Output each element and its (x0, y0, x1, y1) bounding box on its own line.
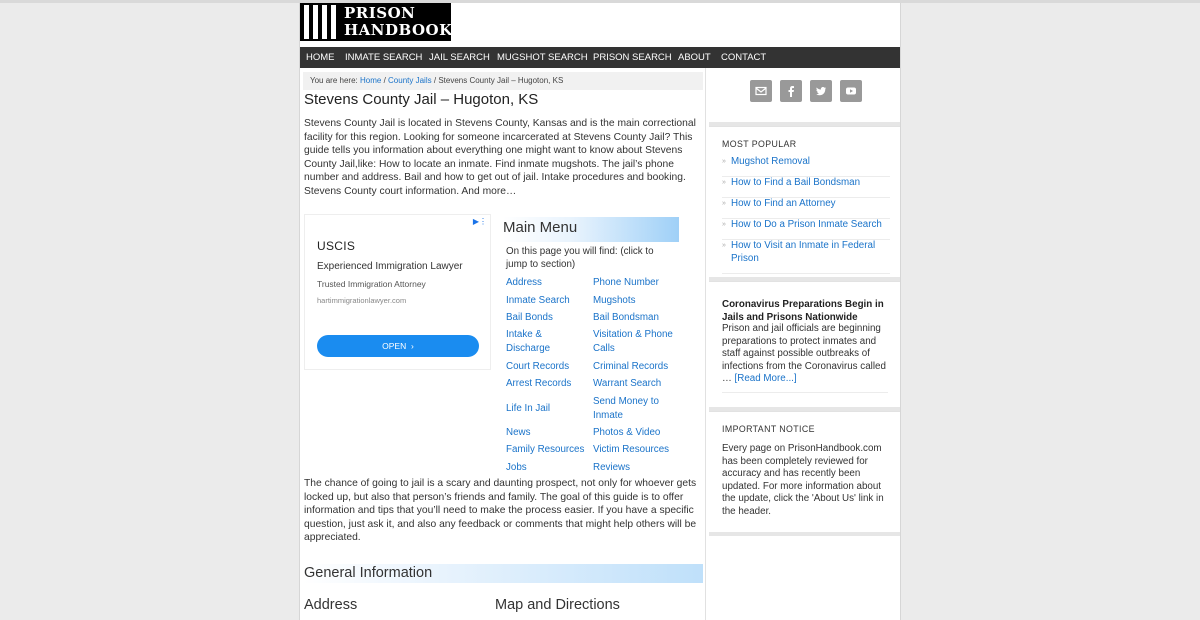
main-nav (300, 47, 900, 68)
menu-link[interactable]: Send Money to Inmate (593, 396, 659, 421)
site-logo[interactable] (300, 3, 451, 41)
general-info-title: General Information (304, 565, 433, 581)
news-excerpt (722, 323, 892, 386)
news-box (709, 281, 900, 411)
breadcrumb (303, 72, 703, 90)
menu-link[interactable]: Arrest Records (506, 378, 572, 389)
popular-link[interactable] (722, 177, 890, 198)
menu-link[interactable]: Inmate Search (506, 295, 570, 306)
menu-link[interactable]: News (506, 427, 531, 438)
nav-mugshot-search[interactable]: MUGSHOT SEARCH (497, 52, 588, 63)
nav-home[interactable]: HOME (306, 52, 335, 63)
breadcrumb-county-jails[interactable]: County Jails (388, 76, 432, 85)
ad-brand: USCIS (317, 239, 356, 253)
popular-link[interactable] (722, 240, 890, 274)
main-menu-intro: On this page you will find: (click to jump to section) (506, 246, 654, 271)
ad-headline[interactable]: Experienced Immigration Lawyer (317, 261, 463, 272)
menu-link[interactable]: Family Resources (506, 444, 585, 455)
menu-link[interactable]: Court Records (506, 361, 570, 372)
nav-jail-search[interactable]: JAIL SEARCH (429, 52, 490, 63)
logo-bars-icon (304, 5, 338, 39)
menu-link[interactable]: Victim Resources (593, 444, 670, 455)
menu-link[interactable]: Jobs (506, 462, 527, 473)
nav-prison-search[interactable]: PRISON SEARCH (593, 52, 672, 63)
page-wrapper (299, 3, 901, 620)
breadcrumb-current: Stevens County Jail – Hugoton, KS (438, 76, 564, 85)
popular-link-label[interactable]: How to Find an Attorney (731, 198, 836, 209)
nav-inmate-search[interactable]: INMATE SEARCH (345, 52, 423, 63)
sidebar (708, 68, 900, 620)
divider (722, 392, 888, 393)
menu-link[interactable]: Mugshots (593, 295, 636, 306)
breadcrumb-separator: / (433, 76, 437, 85)
menu-link[interactable]: Bail Bonds (506, 312, 553, 323)
chevron-right-icon: › (408, 341, 414, 351)
news-title[interactable]: Coronavirus Preparations Begin in Jails and Prisons Nationwide (722, 299, 884, 323)
ad-choices-icon[interactable]: ▶⋮ (472, 217, 487, 226)
page-title: Stevens County Jail – Hugoton, KS (304, 91, 539, 108)
ad-subtitle: Trusted Immigration Attorney (317, 279, 426, 289)
menu-link[interactable]: Reviews (593, 462, 631, 473)
popular-link-label[interactable]: Mugshot Removal (731, 156, 810, 167)
popular-link-label[interactable]: How to Find a Bail Bondsman (731, 177, 861, 188)
popular-link[interactable] (722, 219, 890, 240)
intro-paragraph: Stevens County Jail is located in Stevens County, Kansas and is the main correctional facility for this region. Looking for someone incarcerated at Stevens County Jail? This guide tells you information about everything one might want to know about Stevens County Jail,like: How to locate an inmate. Find inmate mugshots. The jail’s phone number and address. Bail and how to get out of jail. Intake procedures and booking. Stevens County court information. And more… (304, 118, 696, 197)
ad-open-button[interactable] (317, 335, 479, 357)
menu-link[interactable]: Bail Bondsman (593, 312, 659, 323)
menu-link[interactable]: Phone Number (593, 277, 659, 288)
main-content (300, 68, 706, 620)
menu-link[interactable]: Criminal Records (593, 361, 669, 372)
advertisement[interactable] (304, 214, 491, 370)
most-popular-heading: MOST POPULAR (722, 139, 797, 149)
general-info-header (303, 564, 703, 583)
guide-paragraph: The chance of going to jail is a scary and daunting prospect, not only for whoever gets locked up, but also that person’s friends and family. The goal of this guide is to offer information and tips that you’ll need to make the process easier. If you have a specific question, just ask it, and also any feedback or comments that might help others will be appreciated. (304, 478, 697, 544)
notice-body: Every page on PrisonHandbook.com has been completely reviewed for accuracy and has recently been updated. For more information about the update, click the 'About Us' link in the header. (722, 443, 884, 517)
nav-contact[interactable]: CONTACT (721, 52, 767, 63)
menu-link[interactable]: Intake & Discharge (506, 329, 551, 354)
popular-link-label[interactable]: How to Visit an Inmate in Federal Prison (731, 240, 876, 264)
breadcrumb-prefix: You are here: (310, 76, 358, 85)
breadcrumb-separator: / (383, 76, 386, 85)
ad-open-label: OPEN (382, 341, 407, 351)
bullet-icon: » (722, 179, 726, 186)
bullet-icon: » (722, 242, 726, 249)
logo-line2: HANDBOOK (344, 21, 453, 39)
menu-link[interactable]: Visitation & Phone Calls (593, 329, 673, 354)
popular-link[interactable] (722, 198, 890, 219)
popular-link[interactable] (722, 156, 890, 177)
nav-about[interactable]: ABOUT (678, 52, 711, 63)
notice-heading: IMPORTANT NOTICE (722, 424, 815, 434)
twitter-icon[interactable] (810, 80, 832, 102)
logo-line1: PRISON (344, 4, 416, 22)
bullet-icon: » (722, 158, 726, 165)
menu-link[interactable]: Life In Jail (506, 403, 551, 414)
menu-link[interactable]: Photos & Video (593, 427, 661, 438)
breadcrumb-home[interactable]: Home (359, 76, 382, 85)
youtube-icon[interactable] (840, 80, 862, 102)
main-menu-title: Main Menu (503, 219, 578, 236)
popular-link-label[interactable]: How to Do a Prison Inmate Search (731, 219, 882, 230)
read-more-link[interactable]: [Read More...] (734, 373, 797, 384)
address-heading: Address (304, 597, 358, 613)
facebook-icon[interactable] (780, 80, 802, 102)
menu-link[interactable]: Warrant Search (593, 378, 662, 389)
map-heading: Map and Directions (495, 597, 620, 613)
bullet-icon: » (722, 200, 726, 207)
most-popular-box (709, 126, 900, 281)
news-body-text: Prison and jail officials are beginning preparations to protect inmates and staff against possible outbreaks of infections from the Coronavirus called … (722, 323, 886, 384)
main-menu-header (503, 217, 679, 242)
email-icon[interactable] (750, 80, 772, 102)
notice-box (709, 411, 900, 536)
social-box (709, 68, 900, 126)
bullet-icon: » (722, 221, 726, 228)
menu-link[interactable]: Address (506, 277, 542, 288)
ad-url: hartimmigrationlawyer.com (317, 296, 407, 305)
site-header (300, 3, 900, 47)
